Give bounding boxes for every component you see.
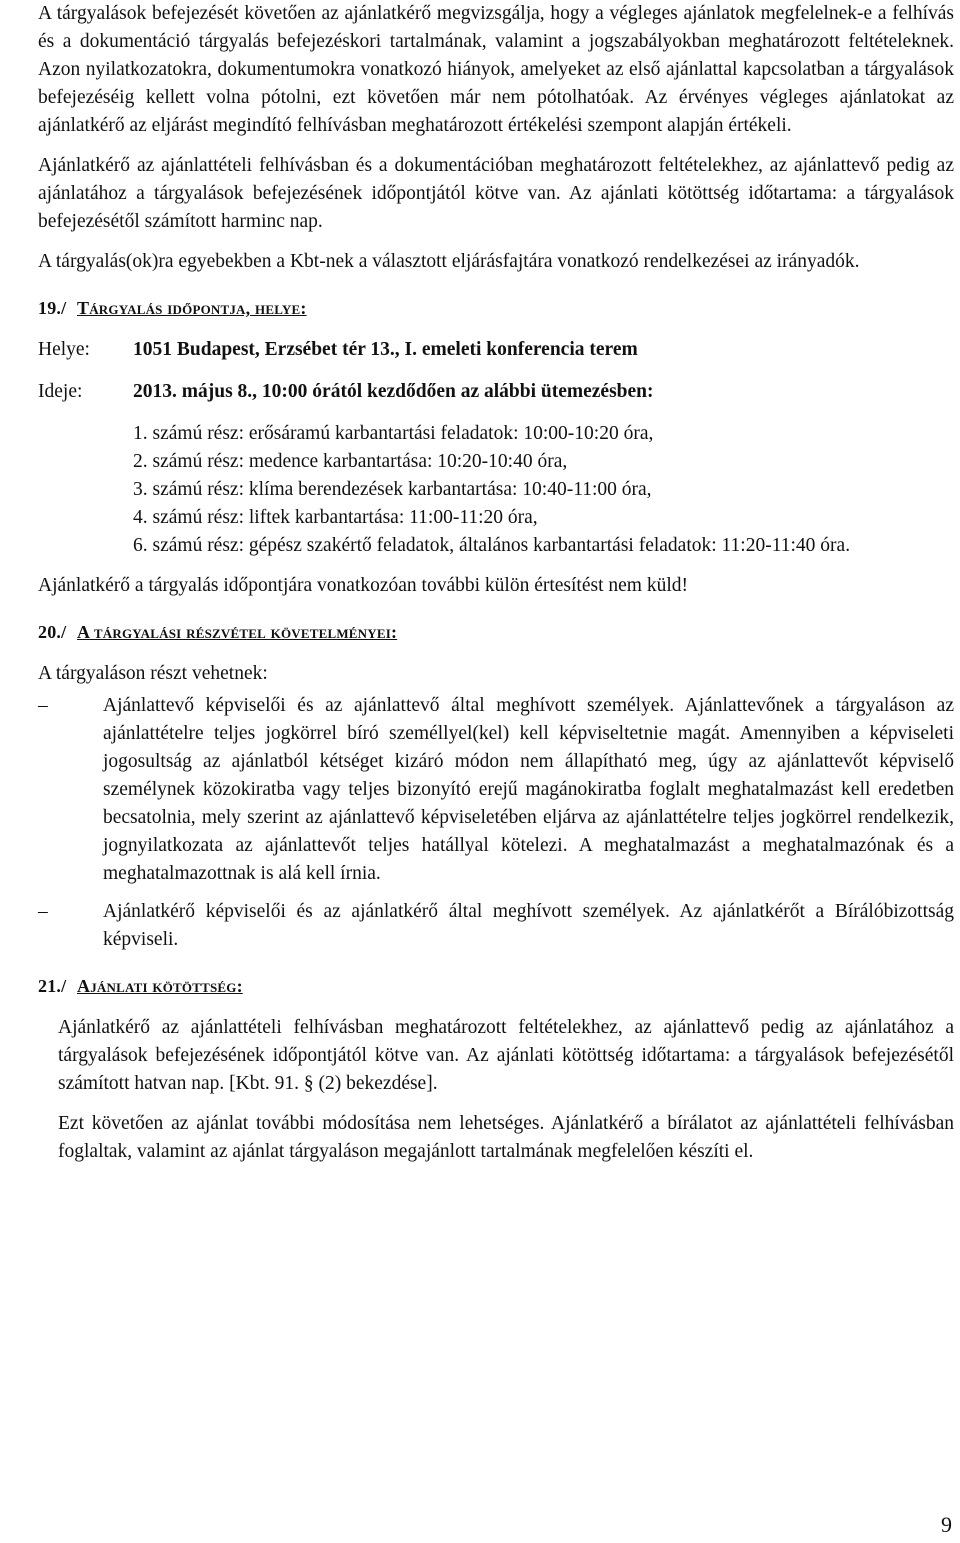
schedule-note: Ajánlatkérő a tárgyalás időpontjára vonatkozóan további külön értesítést nem küld! <box>38 575 688 596</box>
intro-paragraph-1: A tárgyalások befejezését követően az ajánlatkérő megvizsgálja, hogy a végleges ajánlatok megfelelnek-e a felhívás és a dokumentáció tárgyalás befejezéskori tartalmának, valamint a jogszabályokban meghatározott feltételeknek. Azon nyilatkozatokra, dokumentumokra vonatkozó hiányok, amelyeket az első ajánlattal kapcsolatban a tárgyalások befejezéséig kellett volna pótolni, ezt követően már nem pótolhatóak. Az érvényes végleges ajánlatokat az ajánlatkérő az eljárást megindító felhívásban meghatározott értékelési szempont alapján értékeli. <box>38 3 954 136</box>
participant-text: Ajánlattevő képviselői és az ajánlattevő által meghívott személyek. Ajánlattevőnek a tárgyaláson az ajánlattételre teljes jogkörrel bíró személlyel(kel) kell képviseltetnie magát. Amennyiben a képviseleti jogosultság az ajánlatból kétséget kizáró módon nem állapítható meg, úgy az ajánlattevőt képviselő személynek közokiratba vagy teljes bizonyító erejű magánokiratba foglalt meghatalmazást kell eredetben becsatolnia, mely szerint az ajánlattevő képviseletében eljárva az ajánlattételre teljes jogkörrel rendelkezik, jognyilatkozata az ajánlattevőt teljes hatállyal kötelezi. A meghatalmazást a meghatalmazónak és a meghatalmazottnak is alá kell írnia. <box>103 695 954 884</box>
participant-text: Ajánlatkérő képviselői és az ajánlatkérő által meghívott személyek. Az ajánlatkérőt a Bírálóbizottság képviseli. <box>103 901 954 950</box>
commitment-paragraph-2: Ezt követően az ajánlat további módosítása nem lehetséges. Ajánlatkérő a bírálatot az ajánlattételi felhívásban foglaltak, valamint az ajánlat tárgyaláson megajánlott tartalmának megfelelően készíti el. <box>58 1113 954 1162</box>
section-19-title: Tárgyalás időpontja, helye: <box>77 298 307 318</box>
time-value: 2013. május 8., 10:00 órától kezdődően az alábbi ütemezésben: <box>133 381 654 402</box>
section-21-title: Ajánlati kötöttség: <box>77 976 243 996</box>
page-number: 9 <box>941 1512 952 1537</box>
place-value: 1051 Budapest, Erzsébet tér 13., I. emeleti konferencia terem <box>133 339 638 360</box>
dash-bullet: – <box>38 695 48 716</box>
intro-paragraph-3: A tárgyalás(ok)ra egyebekben a Kbt-nek a választott eljárásfajtára vonatkozó rendelkezései az irányadók. <box>38 251 860 272</box>
section-20-heading <box>38 618 954 646</box>
section-19-number: 19./ <box>38 298 67 318</box>
time-row <box>38 378 954 406</box>
commitment-paragraph-1: Ajánlatkérő az ajánlattételi felhívásban meghatározott feltételekhez, az ajánlattevő pedig az ajánlatához a tárgyalások befejezésének időpontjától kötve van. Az ajánlati kötöttség időtartama: a tárgyalások befejezésétől számított hatvan nap. [Kbt. 91. § (2) bekezdése]. <box>58 1017 954 1094</box>
place-label: Helye: <box>38 339 90 360</box>
dash-bullet: – <box>38 901 48 922</box>
participants-lead: A tárgyaláson részt vehetnek: <box>38 663 268 684</box>
time-label: Ideje: <box>38 381 83 402</box>
participant-item <box>38 898 954 954</box>
intro-paragraph-2: Ajánlatkérő az ajánlattételi felhívásban és a dokumentációban meghatározott feltételekhez, az ajánlattevő pedig az ajánlatához a tárgyalások befejezésének időpontjától kötve van. Az ajánlati kötöttség időtartama: a tárgyalások befejezésétől számított harminc nap. <box>38 155 954 232</box>
schedule-item: 2. számú rész: medence karbantartása: 10:20-10:40 óra, <box>133 451 568 472</box>
participant-item <box>38 692 954 888</box>
schedule-item: 3. számú rész: klíma berendezések karbantartása: 10:40-11:00 óra, <box>133 479 652 500</box>
section-19-heading <box>38 294 954 322</box>
schedule-item: 1. számú rész: erősáramú karbantartási feladatok: 10:00-10:20 óra, <box>133 423 654 444</box>
section-20-number: 20./ <box>38 622 67 642</box>
section-21-heading <box>38 972 954 1000</box>
schedule-item: 4. számú rész: liftek karbantartása: 11:00-11:20 óra, <box>133 507 538 528</box>
place-row <box>38 336 954 364</box>
document-page <box>38 0 954 1166</box>
schedule-list <box>133 420 954 560</box>
section-21-number: 21./ <box>38 976 67 996</box>
schedule-item: 6. számú rész: gépész szakértő feladatok, általános karbantartási feladatok: 11:20-11:40 óra. <box>133 535 851 556</box>
section-20-title: A tárgyalási részvétel követelményei: <box>77 622 398 642</box>
